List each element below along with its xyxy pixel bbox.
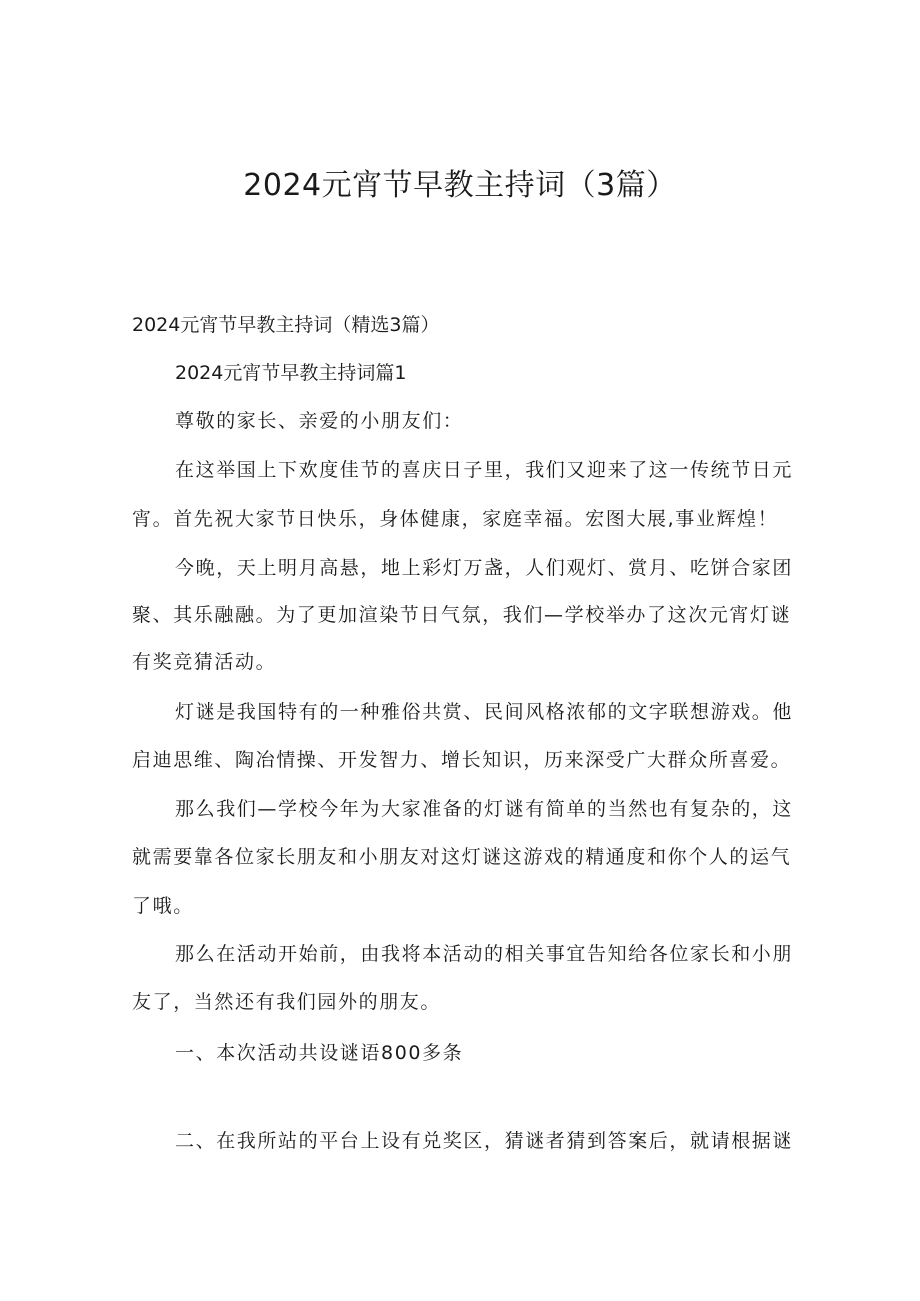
greeting: 尊敬的家长、亲爱的小朋友们：: [175, 410, 464, 432]
paragraph-line: 在这举国上下欢度佳节的喜庆日子里，我们又迎来了这一传统节日元: [175, 459, 794, 481]
paragraph-line: 就需要靠各位家长朋友和小朋友对这灯谜这游戏的精通度和你个人的运气: [132, 846, 792, 868]
paragraph-line: 了哦。: [132, 895, 194, 917]
paragraph-line: 宵。首先祝大家节日快乐，身体健康，家庭幸福。宏图大展,事业辉煌！: [132, 508, 779, 530]
paragraph-line: 友了，当然还有我们园外的朋友。: [132, 991, 442, 1013]
paragraph-line: 有奖竞猜活动。: [132, 651, 277, 673]
paragraph-line: 灯谜是我国特有的一种雅俗共赏、民间风格浓郁的文字联想游戏。他: [175, 701, 794, 723]
paragraph-line: 启迪思维、陶冶情操、开发智力、增长知识，历来深受广大群众所喜爱。: [132, 749, 792, 771]
paragraph-line: 那么我们—学校今年为大家准备的灯谜有简单的当然也有复杂的，这: [175, 798, 794, 820]
list-item-1: 一、本次活动共设谜语800多条: [175, 1042, 464, 1064]
document-title: 2024元宵节早教主持词（3篇）: [243, 168, 677, 203]
paragraph-line: 聚、其乐融融。为了更加渲染节日气氛，我们—学校举办了这次元宵灯谜: [132, 604, 792, 626]
paragraph-line: 今晚，天上明月高悬，地上彩灯万盏，人们观灯、赏月、吃饼合家团: [175, 557, 794, 579]
document-subtitle: 2024元宵节早教主持词（精选3篇）: [132, 314, 440, 336]
paragraph-line: 那么在活动开始前，由我将本活动的相关事宜告知给各位家长和小朋: [175, 943, 794, 965]
section-heading: 2024元宵节早教主持词篇1: [175, 362, 407, 384]
list-item-2: 二、在我所站的平台上设有兑奖区，猜谜者猜到答案后，就请根据谜: [175, 1130, 794, 1152]
